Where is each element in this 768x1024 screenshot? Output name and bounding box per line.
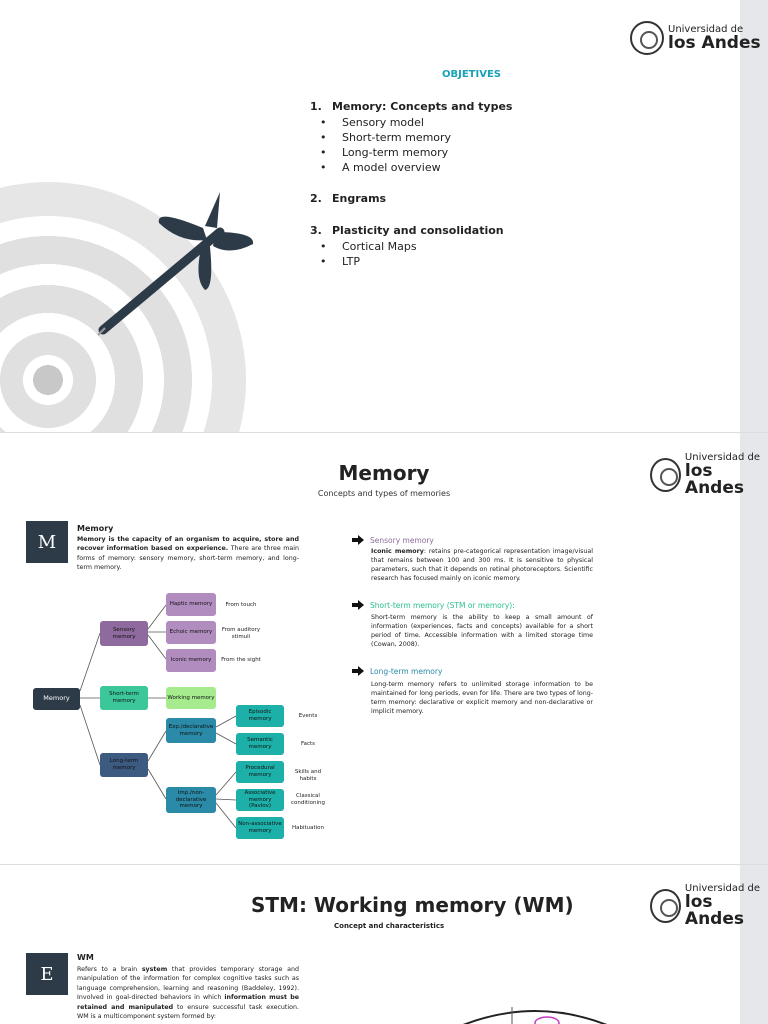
- slide-title: Memory: [338, 461, 430, 485]
- section-sensory-text: Iconic memory: retains pre-categorical representation image/visual that remains between 100 and 300 ms. It is sensitive to physical parameters, such that it depends on retinal photoreceptors. Scientific research has focused mainly on iconic memory.: [371, 548, 594, 583]
- node-nonassociative: Non-associative memory: [236, 817, 284, 839]
- definition-title: WM: [77, 953, 94, 962]
- list-item: • A model overview: [320, 161, 441, 174]
- node-implicit: Imp./non-declarative memory: [166, 787, 216, 813]
- list-item: • Sensory model: [320, 116, 424, 129]
- section-stm-text: Short-term memory is the ability to keep a small amount of information (experiences, facts and concepts) available for a short period of time. Accessible information with a limited storage time (Cowan, 2008).: [371, 614, 593, 649]
- university-logo: [650, 884, 768, 928]
- seal-icon: [650, 889, 681, 923]
- arrow-right-icon: [352, 666, 364, 676]
- label-habituation: Habituation: [291, 825, 325, 831]
- list-item: • Cortical Maps: [320, 240, 417, 253]
- slide-memory: [0, 432, 768, 864]
- slide-title: STM: Working memory (WM): [251, 893, 574, 917]
- label-touch: From touch: [225, 602, 257, 608]
- node-echoic: Echoic memory: [166, 621, 216, 644]
- label-sight: From the sight: [221, 657, 261, 663]
- section-sensory-heading: Sensory memory: [352, 535, 434, 545]
- definition-title: Memory: [77, 524, 114, 533]
- logo-line1: Universidad de: [684, 452, 761, 463]
- slide-objectives: [0, 0, 768, 432]
- section-heading: 3. Plasticity and consolidation: [310, 224, 504, 237]
- section-ltm-text: Long-term memory refers to unlimited storage information to be maintained for long periods, even for life. There are two types of long-term memory: declarative or explicit memory and non-declarative or implicit memory.: [371, 681, 593, 716]
- logo-line2: los Andes: [684, 892, 744, 929]
- label-skills: Skills and habits: [294, 769, 322, 783]
- slide-working-memory: [0, 864, 768, 1024]
- list-item: • LTP: [320, 255, 360, 268]
- letter-badge: E: [26, 953, 68, 995]
- slide-subtitle: Concepts and types of memories: [317, 489, 451, 498]
- node-procedural: Procedural memory: [236, 761, 284, 783]
- definition-text: Refers to a brain system that provides temporary storage and manipulation of the information for complex cognitive tasks such as language comprehension, learning and reasoning (Baddeley, 1992). Involved in goal-directed behaviors in which information must be retained and manipulated to ensure successful task execution. WM is a multicomponent system formed by:: [77, 966, 299, 1021]
- node-stm: Short-term memory: [100, 686, 148, 710]
- logo-line2: los Andes: [684, 461, 744, 498]
- list-item: • Short-term memory: [320, 131, 452, 144]
- arrow-right-icon: [352, 600, 364, 610]
- label-facts: Facts: [300, 741, 316, 747]
- node-episodic: Episodic memory: [236, 705, 284, 727]
- node-associative: Associative memory (Pavlov): [236, 789, 284, 811]
- university-logo: [630, 21, 761, 55]
- logo-line1: Universidad de: [668, 23, 744, 35]
- objectives-title: OBJETIVES: [442, 69, 501, 80]
- objectives-list: [310, 100, 512, 270]
- node-ltm: Long-term memory: [100, 753, 148, 777]
- label-auditory: From auditory stimuli: [221, 627, 261, 641]
- slide-subtitle: Concept and characteristics: [334, 922, 445, 930]
- node-sensory: Sensory memory: [100, 621, 148, 646]
- brain-diagram: [455, 1003, 615, 1024]
- section-heading: 2. Engrams: [310, 192, 387, 205]
- node-iconic: Iconic memory: [166, 649, 216, 672]
- label-classical: Classical conditioning: [291, 793, 325, 807]
- scrollbar-track[interactable]: [740, 0, 768, 432]
- logo-line1: Universidad de: [684, 883, 761, 894]
- list-item: • Long-term memory: [320, 146, 449, 159]
- node-haptic: Haptic memory: [166, 593, 216, 616]
- section-stm-heading: Short-term memory (STM or memory):: [352, 600, 515, 610]
- node-semantic: Semantic memory: [236, 733, 284, 755]
- section-ltm-heading: Long-term memory: [352, 666, 442, 676]
- letter-badge: M: [26, 521, 68, 563]
- seal-icon: [630, 21, 664, 55]
- node-working: Working memory: [166, 687, 216, 709]
- section-heading: 1. Memory: Concepts and types: [310, 100, 513, 113]
- label-events: Events: [298, 713, 318, 719]
- node-memory: Memory: [33, 688, 80, 710]
- logo-line2: los Andes: [668, 32, 761, 53]
- arrow-right-icon: [352, 535, 364, 545]
- node-explicit: Exp./declarative memory: [166, 718, 216, 743]
- definition-text: Memory is the capacity of an organism to acquire, store and recover information based on experience. There are three main forms of memory: sensory memory, short-term memory, and long-term memory.: [77, 536, 299, 572]
- dart-icon: [95, 188, 260, 338]
